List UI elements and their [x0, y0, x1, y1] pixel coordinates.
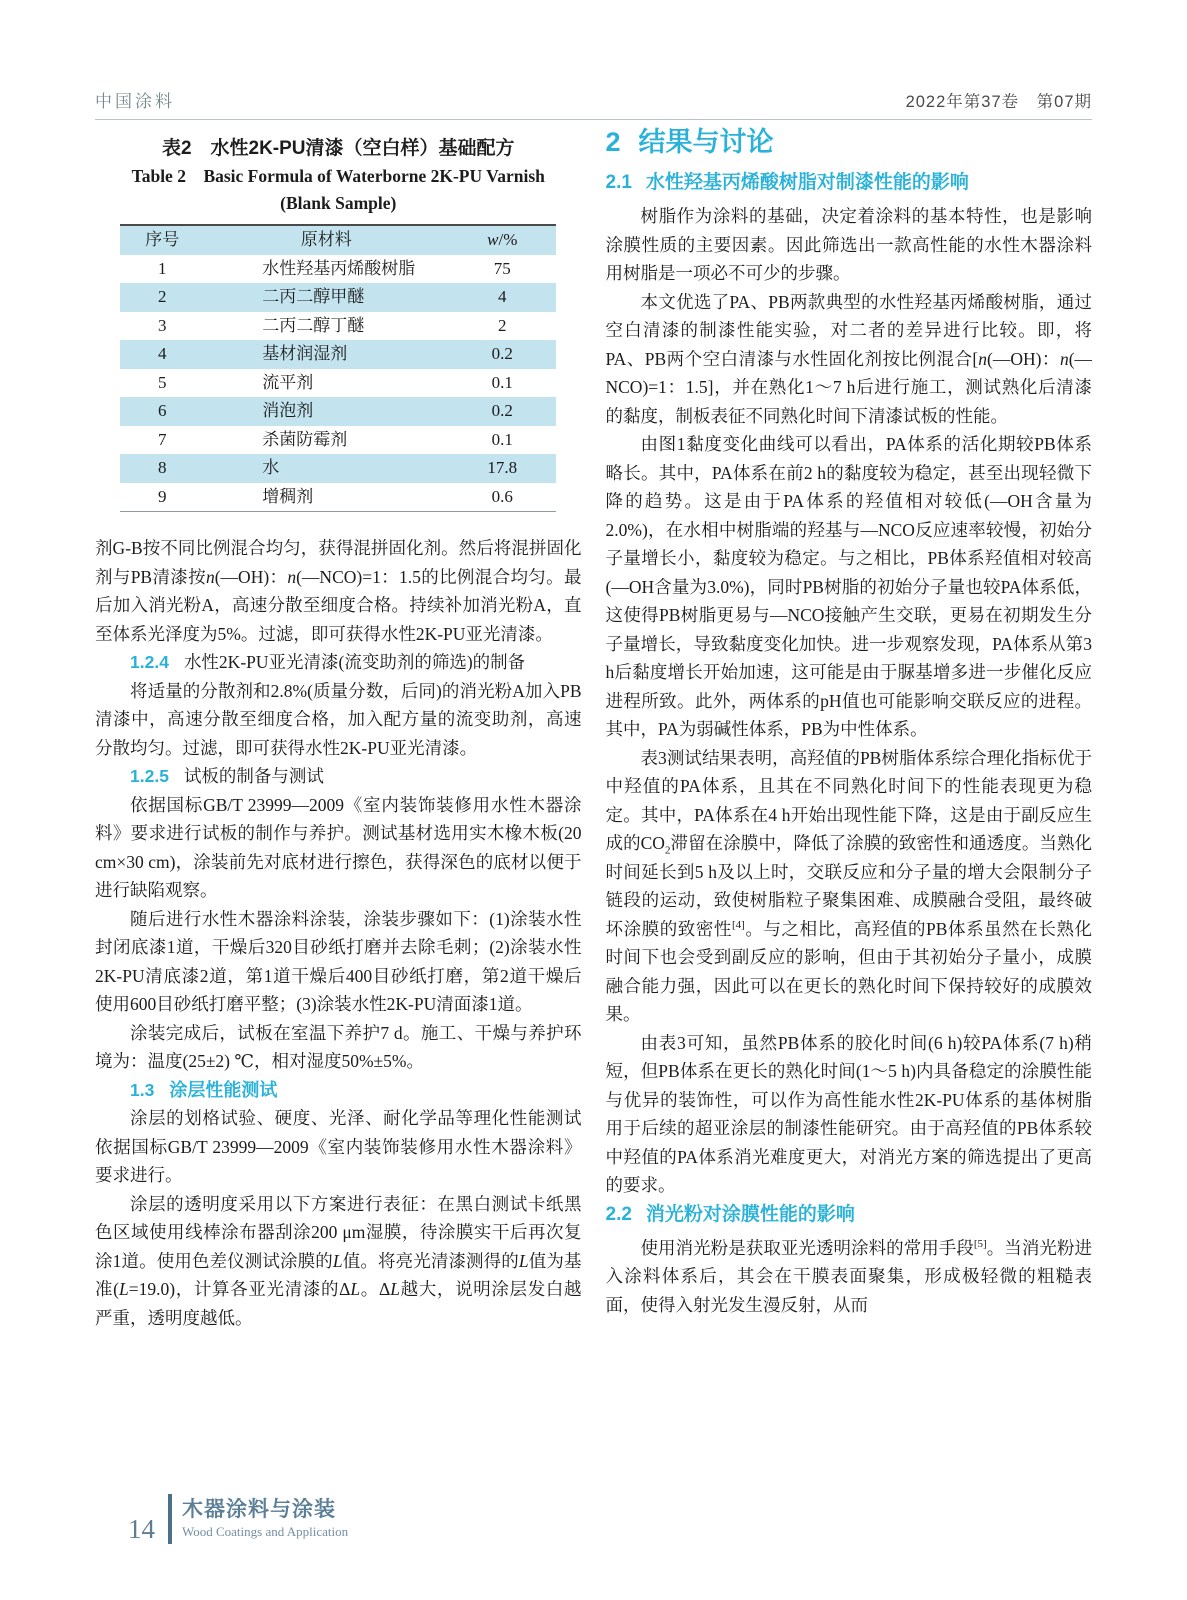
- table-cell: 水性羟基丙烯酸树脂: [262, 258, 416, 278]
- header-row: [120, 225, 556, 255]
- section-title: 水性羟基丙烯酸树脂对制漆性能的影响: [645, 172, 969, 193]
- right-column: [606, 122, 1093, 1332]
- left-column: [95, 122, 582, 1332]
- paragraph-curing-agent: 剂G-B按不同比例混合均匀，获得混拼固化剂。然后将混拼固化剂与PB清漆按n(—OH)：n(—NCO)=1：1.5的比例混合均匀。最后加入消光粉A，高速分散至细度合格。持续补加消光粉A，直至体系光泽度为5%。过滤，即可获得水性2K-PU亚光清漆。: [95, 538, 582, 644]
- table-cell: 杀菌防霉剂: [262, 429, 348, 449]
- table-cell: 8: [158, 458, 167, 477]
- table-cell: 3: [158, 315, 167, 335]
- table-cell: 17.8: [487, 458, 518, 477]
- section-heading-2-1: [606, 168, 1093, 198]
- table-cell: 9: [158, 486, 167, 506]
- table2-title-en: Table 2 Basic Formula of Waterborne 2K-PU Varnish: [131, 166, 545, 186]
- section-heading-1-2-5: [95, 762, 582, 791]
- section-number: 1.2.5: [130, 766, 169, 786]
- table-cell: 7: [158, 429, 167, 449]
- section-number: 2.1: [605, 172, 632, 193]
- table-cell: 0.1: [491, 429, 513, 449]
- column-header-weight: w/%: [487, 230, 518, 249]
- table-cell: 增稠剂: [262, 486, 314, 506]
- paragraph-pa-pb-comparison: 本文优选了PA、PB两款典型的水性羟基丙烯酸树脂，通过空白清漆的制漆性能实验，对二者的差异进行比较。即，将PA、PB两个空白清漆与水性固化剂按比例混合[n(—OH)：n(—NCO)=1：1.5]，并在熟化1～7 h后进行施工，测试熟化后清漆的黏度，制板表征不同熟化时间下清漆试板的性能。: [605, 291, 1093, 426]
- content-columns: [95, 122, 1092, 1332]
- table-cell: 2: [498, 315, 507, 335]
- section-title: 涂层性能测试: [169, 1079, 278, 1100]
- table-cell: 水: [262, 458, 280, 477]
- section-title: 水性2K-PU亚光清漆(流变助剂的筛选)的制备: [183, 652, 526, 672]
- paragraph-gel-time: 由表3可知，虽然PB体系的胶化时间(6 h)较PA体系(7 h)稍短，但PB体系在更长的熟化时间(1～5 h)内具备稳定的涂膜性能与优异的装饰性，可以作为高性能水性2K-PU体系的基体树脂用于后续的超亚涂层的制漆性能研究。由于高羟值的PB体系较中羟值的PA体系消光难度更大，对消光方案的筛选提出了更高的要求。: [605, 1032, 1092, 1195]
- issue-info: 2022年第37卷 第07期: [905, 93, 1092, 111]
- section-number: 2.2: [605, 1203, 632, 1225]
- formula-table: [120, 224, 556, 512]
- table-row: [120, 483, 556, 512]
- section-title: 消光粉对涂膜性能的影响: [645, 1203, 855, 1225]
- paragraph-performance-tests: 涂层的划格试验、硬度、光泽、耐化学品等理化性能测试依据国标GB/T 23999—2009《室内装饰装修用水性木器涂料》要求进行。: [95, 1108, 582, 1185]
- table-cell: 6: [158, 401, 167, 420]
- table-cell: 5: [158, 372, 167, 392]
- footer-section-titles: [182, 1494, 348, 1544]
- paragraph-matting-prep: 将适量的分散剂和2.8%(质量分数，后同)的消光粉A加入PB清漆中，高速分散至细度合格，加入配方量的流变助剂，高速分散均匀。过滤，即可获得水性2K-PU亚光清漆。: [95, 680, 582, 758]
- table-cell: 0.2: [491, 401, 513, 420]
- section-number: 1.2.4: [130, 652, 169, 672]
- section-title: 结果与讨论: [638, 127, 774, 157]
- table-cell: 0.1: [491, 372, 513, 392]
- table-row: [120, 340, 556, 369]
- table-cell: 0.6: [491, 486, 513, 506]
- table-cell: 二丙二醇甲醚: [262, 287, 365, 306]
- paragraph-viscosity-curve: 由图1黏度变化曲线可以看出，PA体系的活化期较PB体系略长。其中，PA体系在前2 h的黏度较为稳定，甚至出现轻微下降的趋势。这是由于PA体系的羟值相对较低(—OH含量为2.0%)，在水相中树脂端的羟基与—NCO反应速率较慢，初始分子量增长小，黏度较为稳定。与之相比，PB体系羟值相对较高(—OH含量为3.0%)，同时PB树脂的初始分子量也较PA体系低，这使得PB树脂更易与—NCO接触产生交联，更易在初期发生分子量增长，导致黏度变化加快。进一步观察发现，PA体系从第3 h后黏度增长开始加速，这可能是由于脲基增多进一步催化反应进程所致。此外，两体系的pH值也可能影响交联反应的进程。其中，PA为弱碱性体系，PB为中性体系。: [605, 434, 1092, 739]
- table-row: [120, 283, 556, 312]
- page-number: 14: [128, 1514, 155, 1544]
- section-heading-1-3: [95, 1076, 582, 1105]
- paragraph-resin-basis: 树脂作为涂料的基础，决定着涂料的基本特性，也是影响涂膜性质的主要因素。因此筛选出一款高性能的水性木器涂料用树脂是一项必不可少的步骤。: [605, 206, 1092, 283]
- table-row: [120, 426, 556, 455]
- table-row: [120, 397, 556, 426]
- paragraph-test-panel-standard: 依据国标GB/T 23999—2009《室内装饰装修用水性木器涂料》要求进行试板的制作与养护。测试基材选用实木橡木板(20 cm×30 cm)，涂装前先对底材进行擦色，获得深色的底材以便于进行缺陷观察。: [95, 794, 582, 900]
- paragraph-matting-powder: 使用消光粉是获取亚光透明涂料的常用手段[5]。当消光粉进入涂料体系后，其会在干膜表面聚集，形成极轻微的粗糙表面，使得入射光发生漫反射，从而: [605, 1237, 1092, 1315]
- paragraph-curing-conditions: 涂装完成后，试板在室温下养护7 d。施工、干燥与养护环境为：温度(25±2) ℃，相对湿度50%±5%。: [95, 1022, 582, 1071]
- table-row: [120, 369, 556, 398]
- table-row: [120, 312, 556, 341]
- table-cell: 流平剂: [262, 372, 314, 392]
- table-cell: 75: [493, 258, 511, 278]
- paragraph-coating-steps: 随后进行水性木器涂料涂装，涂装步骤如下：(1)涂装水性封闭底漆1道，干燥后320目砂纸打磨并去除毛刺；(2)涂装水性2K-PU清底漆2道，第1道干燥后400目砂纸打磨，第2道干燥后使用600目砂纸打磨平整；(3)涂装水性2K-PU清面漆1道。: [95, 908, 582, 1014]
- section-number: 1.3: [130, 1079, 155, 1100]
- table-cell: 消泡剂: [262, 401, 314, 420]
- footer-divider-bar: [168, 1494, 172, 1544]
- page-footer: [128, 1494, 348, 1544]
- footer-section-en: Wood Coatings and Application: [182, 1524, 349, 1539]
- column-header-material: 原材料: [300, 230, 352, 249]
- table-cell: 1: [158, 258, 167, 278]
- journal-name: 中国涂料: [95, 92, 175, 111]
- column-header-index: 序号: [145, 230, 180, 249]
- section-heading-2-2: [606, 1200, 1093, 1230]
- paragraph-table3-results: 表3测试结果表明，高羟值的PB树脂体系综合理化指标优于中羟值的PA体系，且其在不同熟化时间下的性能表现更为稳定。其中，PA体系在4 h开始出现性能下降，这是由于副反应生成的$CO_2$滞留在涂膜中，降低了涂膜的致密性和通透度。当熟化时间延长到5 h及以上时，交联反应和分子量的增大会限制分子链段的运动，致使树脂粒子聚集困难、成膜融合受阻，最终破坏涂膜的致密性[4]。与之相比，高羟值的PB体系虽然在长熟化时间下也会受到副反应的影响，但由于其初始分子量小，成膜融合能力强，因此可以在更长的熟化时间下保持较好的成膜效果。: [605, 747, 1093, 1024]
- table-cell: 0.2: [491, 344, 513, 363]
- section-heading-2: [606, 125, 1093, 159]
- section-number: 2: [605, 127, 621, 157]
- table2-title-cn: 表2 水性2K-PU清漆（空白样）基础配方: [161, 138, 515, 159]
- page-header: [95, 74, 1092, 120]
- table-cell: 4: [158, 344, 167, 363]
- table-row: [120, 454, 556, 483]
- section-title: 试板的制备与测试: [183, 766, 324, 786]
- table-cell: 2: [158, 287, 167, 306]
- footer-section-cn: 木器涂料与涂装: [182, 1498, 336, 1521]
- table2-block: [95, 134, 582, 512]
- formula-table-body: [120, 255, 556, 512]
- table-cell: 4: [498, 287, 507, 306]
- section-heading-1-2-4: [95, 648, 582, 677]
- paragraph-transparency-method: 涂层的透明度采用以下方案进行表征：在黑白测试卡纸黑色区域使用线棒涂布器刮涂200 μm湿膜，待涂膜实干后再次复涂1道。使用色差仪测试涂膜的L值。将亮光清漆测得的L值为基准(L=19.0)，计算各亚光清漆的ΔL。ΔL越大，说明涂层发白越严重，透明度越低。: [95, 1193, 582, 1328]
- table-row: [120, 255, 556, 284]
- table-cell: 基材润湿剂: [262, 344, 348, 363]
- table-cell: 二丙二醇丁醚: [262, 315, 365, 335]
- table2-title-en2: (Blank Sample): [280, 193, 397, 213]
- formula-table-head: [120, 225, 556, 255]
